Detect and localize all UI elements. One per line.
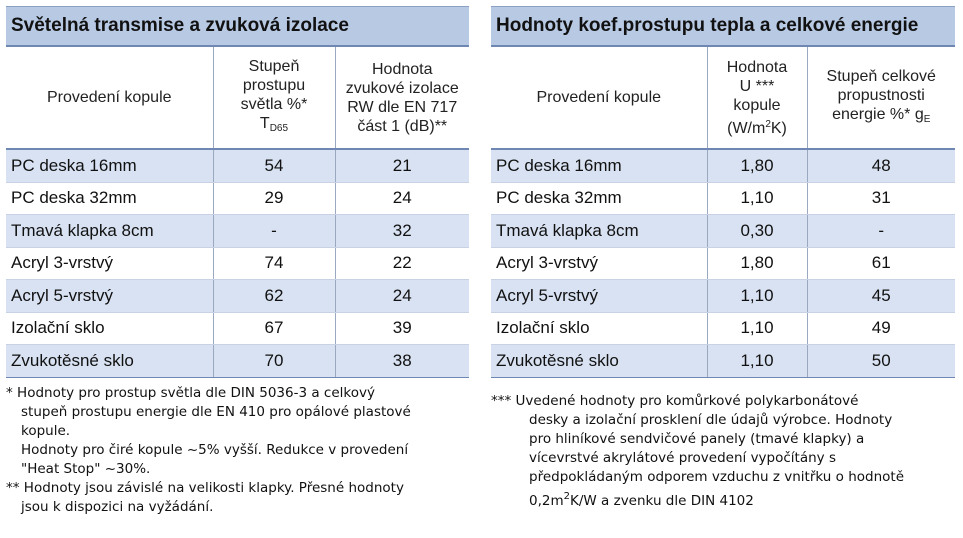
header-line: část 1 (dB)** [357,117,448,135]
row-value: 50 [807,345,955,378]
table-row [491,149,955,182]
row-name: Zvukotěsné sklo [491,345,707,378]
footnote-line: *** Uvedené hodnoty pro komůrkové polykarbonátové [491,392,859,409]
header-line: Hodnota [372,60,433,78]
footnote-line: "Heat Stop" ~30%. [21,460,151,477]
footnote-superscript: 2 [563,490,570,502]
table-row [491,182,955,215]
footnote-text: 0,2m [529,492,564,509]
footnote-line: jsou k dispozici na vyžádání. [21,498,214,515]
table-row [6,182,469,215]
table-row [491,312,955,345]
row-value: 21 [335,149,469,182]
footnote-line: ** Hodnoty jsou závislé na velikosti klapky. Přesné hodnoty [6,479,404,496]
row-value: 38 [335,345,469,378]
header-line: U *** [739,77,775,95]
row-name: Tmavá klapka 8cm [491,215,707,248]
row-value: 67 [213,312,335,345]
table-row [491,345,955,378]
header-variant: Provedení kopule [6,47,213,149]
row-value: 62 [213,280,335,313]
light-sound-title: Světelná transmise a zvuková izolace [6,6,469,47]
row-value: 1,10 [707,345,807,378]
table-row [491,280,955,313]
row-value: 22 [335,247,469,280]
header-line: K) [770,119,787,137]
row-name: PC deska 16mm [6,149,213,182]
row-value: 24 [335,280,469,313]
row-name: Izolační sklo [491,312,707,345]
row-value: 31 [807,182,955,215]
header-energy-transmission [807,47,955,149]
table-row [6,215,469,248]
table-row [6,280,469,313]
table-row [6,345,469,378]
row-value: - [807,215,955,248]
header-u-value [707,47,807,149]
header-line: T [259,115,270,132]
row-name: Izolační sklo [6,312,213,345]
header-superscript: 2 [765,118,771,130]
row-value: 39 [335,312,469,345]
row-value: - [213,215,335,248]
table-header-row [491,47,955,149]
header-line: zvukové izolace [345,79,459,97]
header-line: Stupeň [248,58,300,75]
light-sound-notes [6,384,469,517]
footnote-line: předpokládaným odporem vzduchu z vnitřku o hodnotě [529,468,905,485]
row-value: 49 [807,312,955,345]
header-light-transmission [213,47,335,149]
footnote-line: * Hodnoty pro prostup světla dle DIN 5036-3 a celkový [6,384,375,401]
footnote-line: vícevrstvé akrylátové provedení vypočítány s [529,449,836,466]
header-line: propustnosti [837,86,925,104]
row-value: 0,30 [707,215,807,248]
row-name: PC deska 16mm [491,149,707,182]
row-name: PC deska 32mm [491,182,707,215]
footnote-line [491,487,955,511]
row-value: 48 [807,149,955,182]
row-value: 54 [213,149,335,182]
row-value: 1,80 [707,247,807,280]
row-value: 70 [213,345,335,378]
row-value: 1,10 [707,182,807,215]
row-value: 29 [213,182,335,215]
row-name: Acryl 5-vrstvý [491,280,707,313]
heat-energy-notes [491,392,955,511]
table-row [6,149,469,182]
header-variant: Provedení kopule [491,47,707,149]
header-line: (W/m [727,119,766,137]
heat-energy-section [491,6,955,511]
header-line: světla %* [240,96,308,113]
row-name: Acryl 3-vrstvý [6,247,213,280]
footnote-line: stupeň prostupu energie dle EN 410 pro opálové plastové [21,403,411,420]
row-value: 61 [807,247,955,280]
row-name: Acryl 5-vrstvý [6,280,213,313]
row-name: Tmavá klapka 8cm [6,215,213,248]
heat-energy-title: Hodnoty koef.prostupu tepla a celkové energie [491,6,955,47]
row-value: 1,10 [707,312,807,345]
table-row [491,215,955,248]
row-name: Zvukotěsné sklo [6,345,213,378]
header-line: RW dle EN 717 [347,98,458,116]
table-row [491,247,955,280]
footnote-line: pro hliníkové sendvičové panely (tmavé klapky) a [529,430,865,447]
row-value: 1,80 [707,149,807,182]
row-value: 45 [807,280,955,313]
header-line: Hodnota [726,58,788,76]
table-row [6,247,469,280]
light-sound-section [6,6,469,517]
header-line: energie %* g [832,105,924,123]
table-header-row [6,47,469,149]
heat-energy-table [491,47,955,378]
row-name: PC deska 32mm [6,182,213,215]
row-name: Acryl 3-vrstvý [491,247,707,280]
header-line: prostupu [242,77,306,94]
row-value: 1,10 [707,280,807,313]
header-line: kopule [733,96,781,114]
header-line: Stupeň celkové [826,67,936,85]
footnote-text: K/W a zvenku dle DIN 4102 [570,492,754,509]
row-value: 32 [335,215,469,248]
row-value: 74 [213,247,335,280]
footnote-line: desky a izolační prosklení dle údajů výrobce. Hodnoty [529,411,893,428]
row-value: 24 [335,182,469,215]
footnote-line: kopule. [21,422,71,439]
header-subscript: E [923,113,931,125]
header-sound-insulation [335,47,469,149]
table-row [6,312,469,345]
header-subscript: D65 [269,123,289,134]
footnote-line: Hodnoty pro čiré kopule ~5% vyšší. Redukce v provedení [21,441,409,458]
light-sound-table [6,47,469,378]
